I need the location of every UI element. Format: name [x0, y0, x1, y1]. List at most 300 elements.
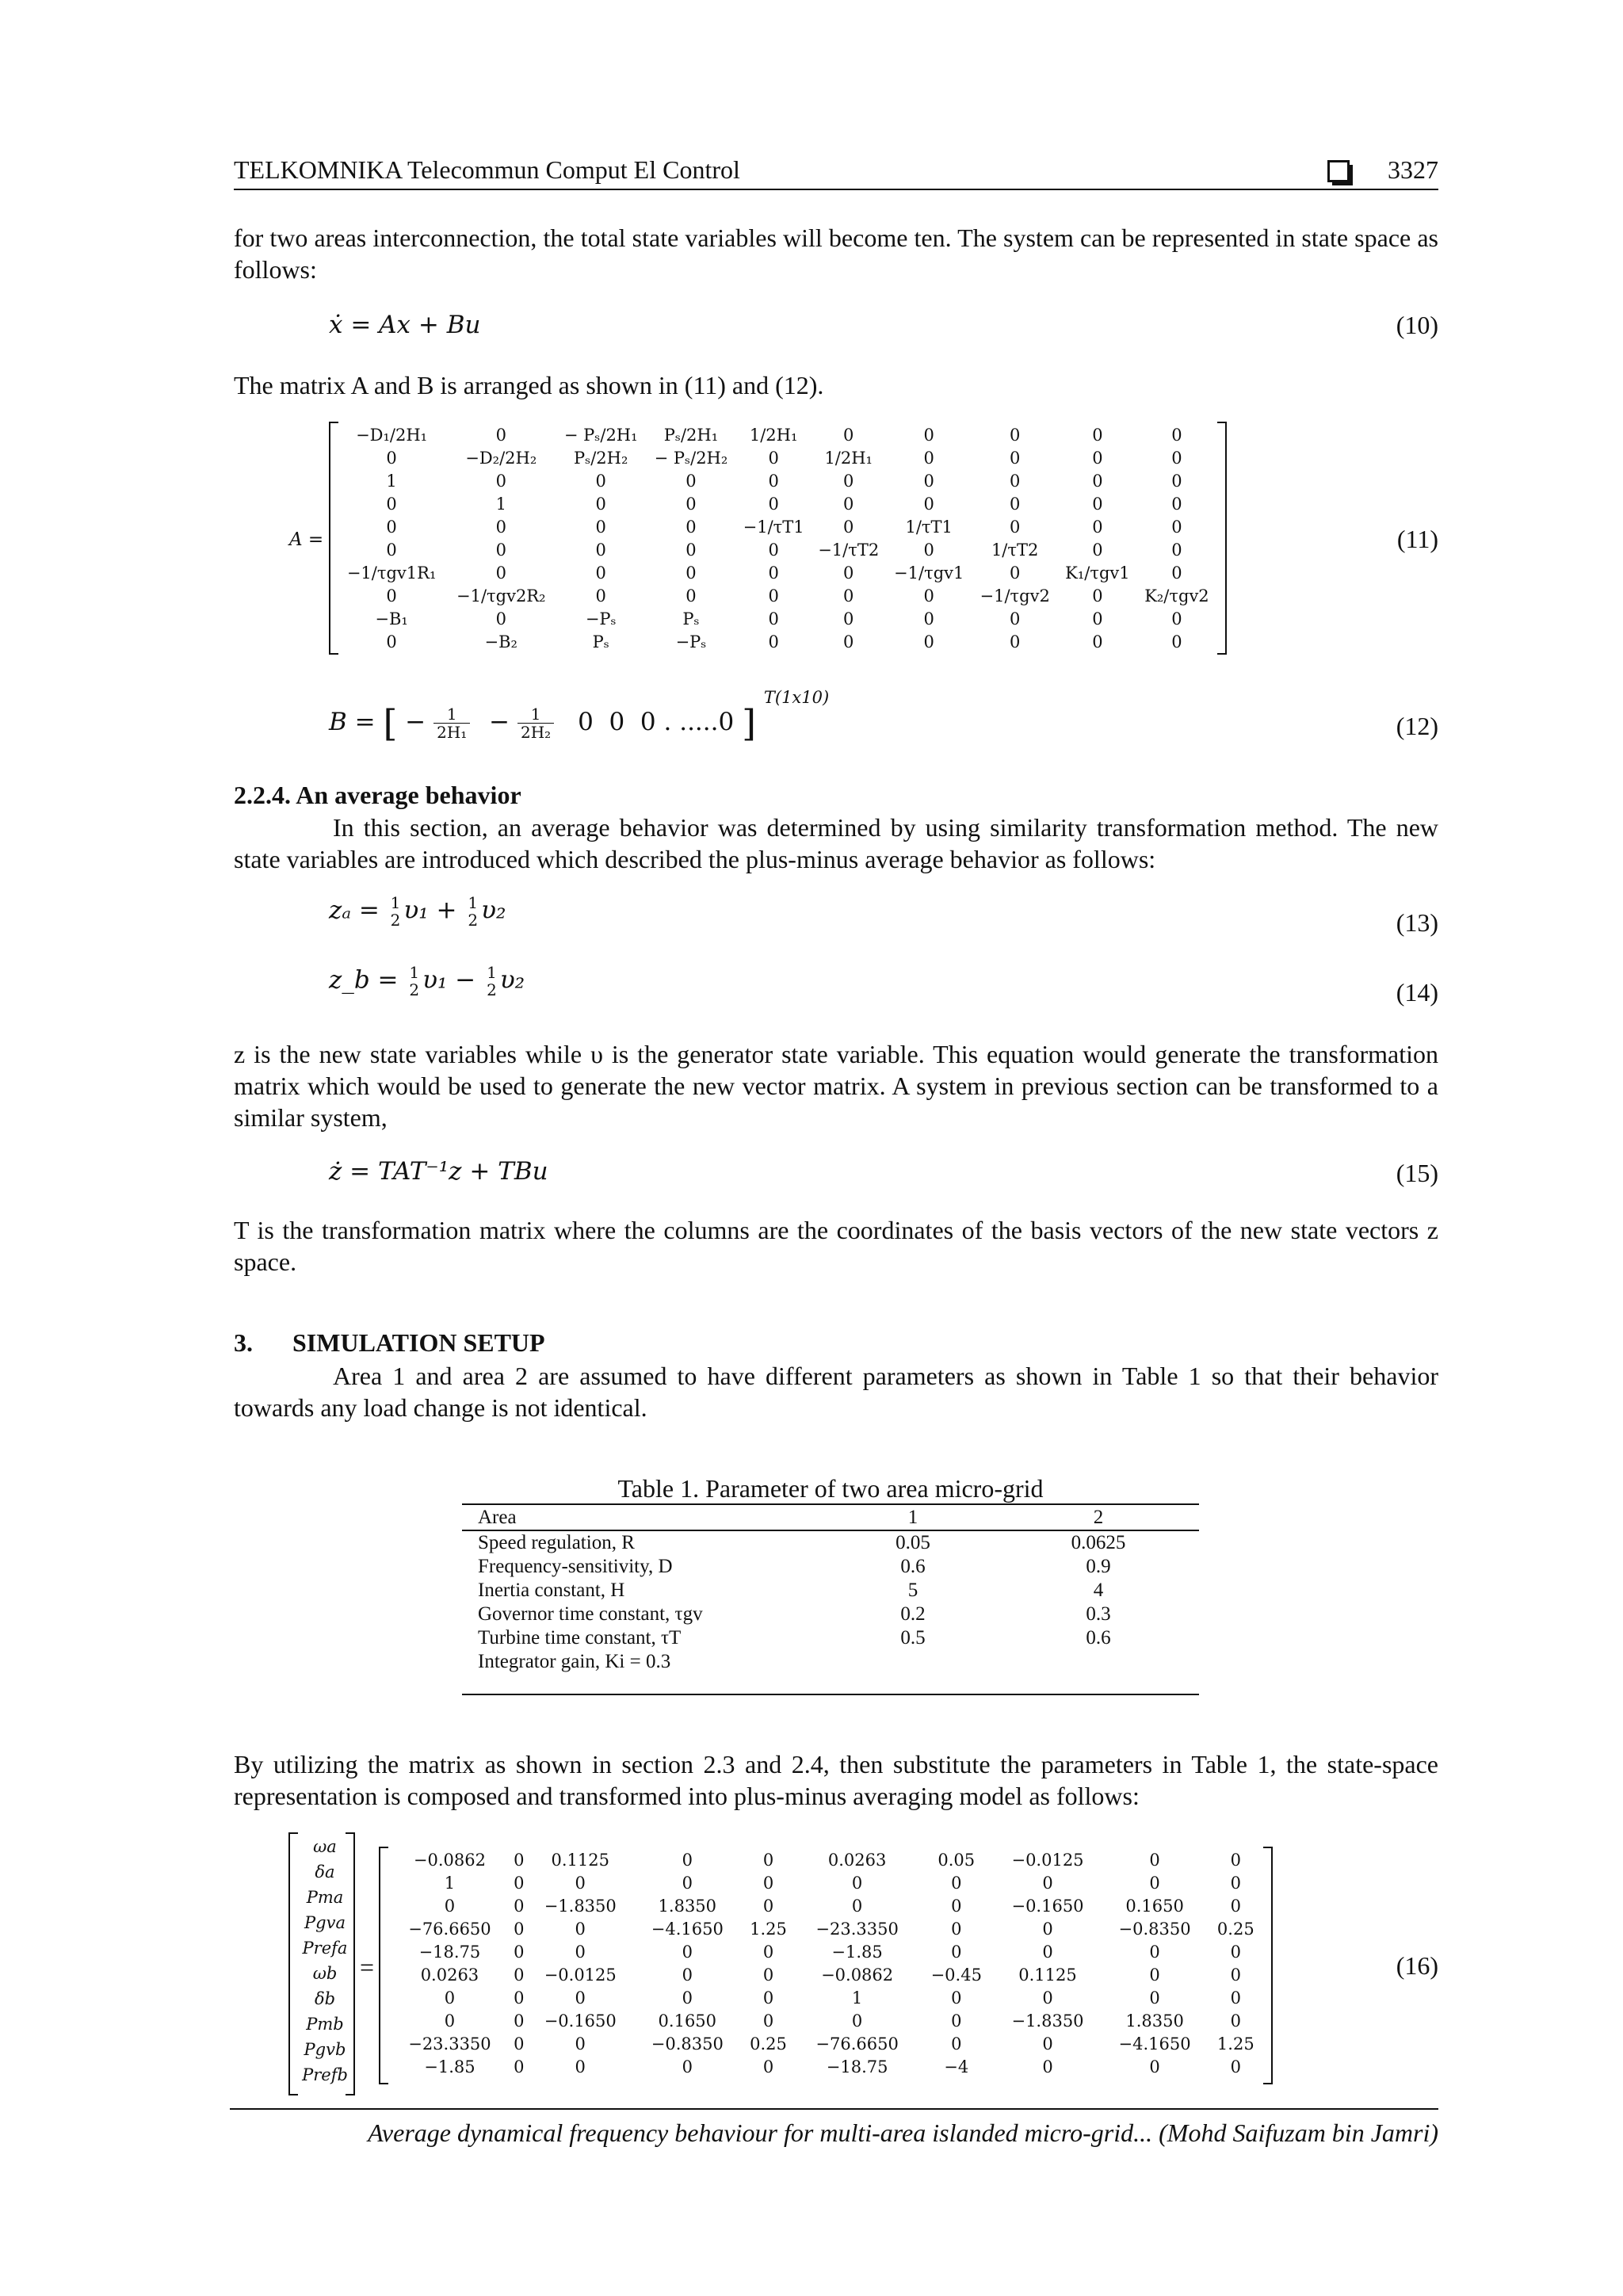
- matrix-a-cell: −1/τT1: [743, 517, 804, 537]
- matrix-16-cell: 0.1125: [1018, 1965, 1077, 1985]
- matrix-16-cell: 0: [682, 1850, 693, 1870]
- matrix-a-cell: K₁/τgv1: [1065, 563, 1130, 583]
- matrix-16-cell: −0.0125: [1011, 1850, 1084, 1870]
- matrix-16-cell: 1: [444, 1873, 456, 1893]
- paragraph-4: z is the new state variables while υ is the generator state variable. This equation would generate the transformation matrix which would be used to generate the new vector matrix. A system in previous section can be transformed to a similar system,: [234, 1040, 1438, 1132]
- matrix-a-cell: 0: [923, 471, 934, 491]
- matrix-a-cell: −1/τgv2R₂: [456, 586, 546, 606]
- matrix-a-cell: 0: [1009, 425, 1021, 445]
- matrix-16-cell: 0: [575, 1873, 586, 1893]
- matrix-a-cell: 0: [685, 540, 697, 560]
- matrix-16-cell: −1.8350: [544, 1896, 617, 1916]
- matrix-a-row: [337, 469, 1216, 492]
- paragraph-2: The matrix A and B is arranged as shown in (11) and (12).: [234, 371, 824, 399]
- eq13-end: υ₂: [481, 896, 506, 925]
- matrix-16-cell: 0: [762, 2057, 774, 2076]
- matrix-16-cell: 0: [1042, 1988, 1053, 2008]
- eq12-close-bracket: ]: [742, 701, 757, 745]
- matrix-a-cell: 0: [923, 448, 934, 468]
- matrix-16-cell: 0: [1042, 1919, 1053, 1939]
- matrix-16-cell: 0: [762, 1988, 774, 2008]
- matrix-a-cell: 0: [1171, 471, 1182, 491]
- eq14-end: υ₂: [499, 965, 525, 995]
- matrix-16-cell: 0: [575, 2034, 586, 2053]
- matrix-16-cell: 0: [762, 1850, 774, 1870]
- matrix-a-cell: 0: [1171, 517, 1182, 537]
- table-1: [478, 1506, 1191, 1674]
- matrix-16-cell: −0.8350: [1118, 1919, 1191, 1939]
- matrix-a-cell: 1/2H₁: [824, 448, 873, 468]
- matrix-16-cell: 0: [575, 2057, 586, 2076]
- matrix-16-row: [388, 1871, 1263, 1894]
- matrix-a-cell: −1/τgv1: [894, 563, 964, 583]
- table-cell: 0.2: [900, 1603, 926, 1625]
- matrix-a-cell: 0: [768, 586, 779, 606]
- footer-rule: [230, 2108, 1438, 2110]
- matrix-16-cell: 1: [851, 1988, 863, 2008]
- table-cell: 5: [907, 1580, 918, 1601]
- matrix-a-cell: 0: [1171, 632, 1182, 651]
- equation-15: ż = TAT⁻¹z + TBu: [329, 1157, 548, 1186]
- matrix-16-cell: 0: [575, 1988, 586, 2008]
- equation-13: [329, 894, 506, 929]
- table-cell: 2: [1093, 1507, 1104, 1528]
- matrix-a-row: [337, 630, 1216, 653]
- table-header-row: [478, 1506, 1191, 1530]
- matrix-a-cell: 0: [495, 517, 506, 537]
- matrix-a-cell: 0: [386, 517, 397, 537]
- eq13-frac-1: 1 2: [390, 893, 401, 930]
- table-bottom-rule: [462, 1694, 1199, 1695]
- eq14-frac-1: 1 2: [409, 963, 420, 999]
- matrix-16-cell: 0.1650: [1125, 1896, 1184, 1916]
- matrix-16-cell: −4.1650: [1118, 2034, 1191, 2053]
- matrix-a-cell: 0: [495, 609, 506, 628]
- matrix-16-cell: 0: [1149, 1850, 1160, 1870]
- matrix-a-row: [337, 423, 1216, 446]
- table-cell: 0.9: [1086, 1556, 1111, 1577]
- running-footer: Average dynamical frequency behaviour for multi-area islanded micro-grid... (Mohd Saifuzam bin Jamri): [368, 2118, 1438, 2147]
- matrix-a-cell: Pₛ: [592, 632, 609, 651]
- matrix-16-cell: 1.8350: [658, 1896, 717, 1916]
- matrix-16-cell: −76.6650: [408, 1919, 491, 1939]
- table-cell: 0.6: [1086, 1627, 1111, 1648]
- section-2-2-4-heading: 2.2.4. An average behavior: [234, 781, 521, 809]
- matrix-a-cell: 0: [768, 563, 779, 583]
- eq12-frac-2: $\frac{1}{\text{2H₂}}$: [517, 705, 554, 741]
- equation-10: ẋ = Ax + Bu: [329, 311, 481, 339]
- state-variable: δb: [314, 1989, 336, 2008]
- matrix-16-cell: 0: [514, 1965, 525, 1985]
- state-vector: [296, 1834, 353, 2088]
- square-icon: [1327, 160, 1350, 182]
- matrix-a-cell: 1/τT2: [991, 540, 1039, 560]
- matrix-16-cell: 0: [575, 1919, 586, 1939]
- table-cell: 0.0625: [1071, 1532, 1126, 1553]
- matrix-a-cell: 0: [1009, 494, 1021, 514]
- matrix-16-cell: 0.1125: [551, 1850, 609, 1870]
- matrix-a-cell: 0: [923, 609, 934, 628]
- matrix-16-cell: 1.25: [750, 1919, 787, 1939]
- matrix-a-cell: 0: [685, 563, 697, 583]
- equation-13-number: (13): [1396, 908, 1438, 937]
- matrix-16-row: [388, 1917, 1263, 1940]
- matrix-a-cell: 0: [843, 494, 854, 514]
- state-variable: δa: [315, 1862, 335, 1881]
- matrix-a-cell: 0: [595, 517, 606, 537]
- table-row: [478, 1603, 1191, 1626]
- matrix-a-cell: 0: [495, 563, 506, 583]
- matrix-16-cell: 0: [1230, 1873, 1241, 1893]
- matrix-a-cell: 0: [685, 517, 697, 537]
- matrix-a-cell: 0: [1092, 448, 1103, 468]
- matrix-16-cell: 0: [1230, 1896, 1241, 1916]
- matrix-a-cell: 0: [923, 425, 934, 445]
- matrix-16-cell: −1.8350: [1011, 2011, 1084, 2030]
- matrix-a-cell: 0: [1092, 540, 1103, 560]
- matrix-16-cell: 0: [514, 1988, 525, 2008]
- table-cell: 0.6: [900, 1556, 926, 1577]
- state-variable: Prefa: [302, 1939, 348, 1958]
- section-3-heading: [234, 1328, 545, 1358]
- matrix-16-cell: −1.85: [424, 2057, 475, 2076]
- matrix-a-row: [337, 515, 1216, 538]
- matrix-16-cell: 0: [1230, 1850, 1241, 1870]
- matrix-a-cell: K₂/τgv2: [1144, 586, 1209, 606]
- eq12-rest: 0 0 0 . .....0: [578, 708, 735, 736]
- matrix-a-cell: 0: [495, 425, 506, 445]
- matrix-16-right-bracket: [1263, 1847, 1273, 2084]
- matrix-a-row: [337, 561, 1216, 584]
- matrix-16-cell: 0: [762, 1942, 774, 1962]
- matrix-16-cell: 0: [851, 2011, 863, 2030]
- matrix-a-cell: −1/τgv1R₁: [346, 563, 437, 583]
- equation-12: [329, 688, 829, 743]
- matrix-a-cell: 1/τT1: [905, 517, 953, 537]
- matrix-16-cell: −0.0862: [413, 1850, 486, 1870]
- table-1-caption: Table 1. Parameter of two area micro-grid: [617, 1474, 1044, 1503]
- matrix-16-cell: 0: [951, 2011, 962, 2030]
- matrix-a-cell: 0: [595, 471, 606, 491]
- matrix-16-cell: 0: [682, 1988, 693, 2008]
- matrix-16-cell: 0.0263: [420, 1965, 479, 1985]
- table-cell: Area: [478, 1507, 517, 1528]
- matrix-a-cell: 0: [1092, 471, 1103, 491]
- equation-10-number: (10): [1396, 311, 1438, 339]
- matrix-a-cell: 0: [768, 494, 779, 514]
- table-row: [478, 1531, 1191, 1555]
- matrix-a-cell: 0: [843, 586, 854, 606]
- matrix-16-row: [388, 1963, 1263, 1986]
- matrix-16-cell: 0: [514, 2034, 525, 2053]
- matrix-a-cell: 0: [595, 494, 606, 514]
- matrix-a-cell: 0: [1009, 517, 1021, 537]
- table-row: [478, 1579, 1191, 1603]
- table-cell: [1006, 1650, 1191, 1674]
- matrix-16-cell: 0.1650: [658, 2011, 717, 2030]
- table-cell: Integrator gain, Ki = 0.3: [478, 1651, 671, 1672]
- matrix-16-cell: 0: [1149, 1942, 1160, 1962]
- matrix-a-cell: − Pₛ/2H₁: [563, 425, 638, 445]
- matrix-a-cell: Pₛ: [682, 609, 700, 628]
- table-cell: Inertia constant, H: [478, 1580, 625, 1601]
- matrix-16-cell: 0: [1230, 2011, 1241, 2030]
- matrix-16-row: [388, 2009, 1263, 2032]
- table-cell: Frequency-sensitivity, D: [478, 1556, 673, 1577]
- equation-16-number: (16): [1396, 1951, 1438, 1980]
- matrix-a-cell: −B₂: [484, 632, 517, 651]
- matrix-a-cell: 0: [595, 586, 606, 606]
- journal-title: TELKOMNIKA Telecommun Comput El Control: [234, 155, 740, 184]
- eq13-lhs: zₐ =: [329, 896, 380, 925]
- matrix-a-cell: −Pₛ: [585, 609, 617, 628]
- matrix-16-row: [388, 1940, 1263, 1963]
- matrix-16-cell: 0: [514, 1896, 525, 1916]
- matrix-16-cell: 0: [514, 2011, 525, 2030]
- matrix-16-cell: 0.25: [1216, 1919, 1254, 1939]
- matrix-16-cell: −0.8350: [651, 2034, 724, 2053]
- matrix-16-cell: −0.1650: [544, 2011, 617, 2030]
- matrix-a-cell: 0: [1009, 448, 1021, 468]
- matrix-a-cell: 0: [595, 563, 606, 583]
- state-variable: ωb: [312, 1964, 338, 1983]
- matrix-a-cell: 0: [843, 471, 854, 491]
- matrix-a-cell: 0: [923, 586, 934, 606]
- matrix-a-cell: 0: [843, 563, 854, 583]
- matrix-16-cell: 0: [444, 2011, 456, 2030]
- matrix-a: [337, 423, 1216, 653]
- eq12-open-bracket: [: [383, 701, 398, 745]
- paragraph-3: In this section, an average behavior was determined by using similarity transformation method. The new state variables are introduced which described the plus-minus average behavior as follows:: [234, 813, 1438, 873]
- matrix-16-cell: 0.25: [750, 2034, 787, 2053]
- matrix-16-cell: 0: [682, 2057, 693, 2076]
- state-variable: Pmb: [306, 2015, 344, 2034]
- equation-12-number: (12): [1396, 712, 1438, 740]
- eq12-frac-1: $\frac{1}{\text{2H₁}}$: [433, 705, 470, 741]
- matrix-16-cell: −0.45: [930, 1965, 982, 1985]
- matrix-16-cell: 0: [951, 1873, 962, 1893]
- matrix-16-cell: −76.6650: [815, 2034, 899, 2053]
- matrix-16-row: [388, 2032, 1263, 2055]
- matrix-a-cell: 0: [1009, 563, 1021, 583]
- matrix-a-cell: 0: [1171, 540, 1182, 560]
- matrix-16-row: [388, 2055, 1263, 2078]
- matrix-a-cell: 0: [768, 540, 779, 560]
- matrix-16-cell: 0: [851, 1896, 863, 1916]
- matrix-16-cell: 0: [1042, 1873, 1053, 1893]
- table-cell: Turbine time constant, τT: [478, 1627, 682, 1648]
- eq12-minus-2: −: [489, 708, 510, 736]
- matrix-16-cell: 0: [1230, 1942, 1241, 1962]
- matrix-a-cell: 0: [923, 540, 934, 560]
- matrix-a-cell: Pₛ/2H₁: [663, 425, 719, 445]
- matrix-16-cell: 0: [1149, 2057, 1160, 2076]
- matrix-a-cell: 0: [1171, 494, 1182, 514]
- matrix-16-cell: 0: [762, 2011, 774, 2030]
- matrix-16-cell: 0: [1149, 1873, 1160, 1893]
- matrix-16-cell: −0.1650: [1011, 1896, 1084, 1916]
- matrix-a-cell: 0: [1092, 517, 1103, 537]
- matrix-16-cell: −23.3350: [408, 2034, 491, 2053]
- matrix-16-cell: 0: [762, 1965, 774, 1985]
- state-variable: Pma: [306, 1888, 344, 1907]
- matrix-16-cell: 0: [514, 1919, 525, 1939]
- matrix-a-cell: −B₁: [375, 609, 408, 628]
- table-cell: Governor time constant, τgv: [478, 1603, 703, 1625]
- matrix-a-cell: 0: [768, 448, 779, 468]
- matrix-16-cell: 0: [682, 1873, 693, 1893]
- state-variable: Pgva: [304, 1913, 346, 1932]
- matrix-16-cell: 0: [1230, 1965, 1241, 1985]
- matrix-16: [388, 1848, 1263, 2078]
- matrix-16-cell: 0: [1230, 1988, 1241, 2008]
- equation-15-number: (15): [1396, 1159, 1438, 1187]
- matrix-a-cell: 0: [1171, 425, 1182, 445]
- matrix-a-row: [337, 584, 1216, 607]
- matrix-a-row: [337, 607, 1216, 630]
- header-rule: [234, 189, 1438, 190]
- matrix-a-cell: 0: [685, 494, 697, 514]
- matrix-a-cell: 0: [1092, 494, 1103, 514]
- matrix-16-cell: 0: [514, 1942, 525, 1962]
- matrix-16-cell: 0: [951, 1988, 962, 2008]
- paragraph-6: Area 1 and area 2 are assumed to have different parameters as shown in Table 1 so that their behavior towards any load change is not identical.: [234, 1362, 1438, 1422]
- matrix-16-cell: 0: [444, 1896, 456, 1916]
- matrix-a-cell: 0: [768, 471, 779, 491]
- matrix-a-cell: −1/τT2: [818, 540, 880, 560]
- matrix-a-row: [337, 492, 1216, 515]
- matrix-16-cell: 0: [1230, 2057, 1241, 2076]
- matrix-a-cell: 0: [1092, 609, 1103, 628]
- matrix-16-cell: 0: [851, 1873, 863, 1893]
- matrix-a-cell: 1: [495, 494, 506, 514]
- matrix-a-cell: 1: [386, 471, 397, 491]
- matrix-a-cell: −1/τgv2: [980, 586, 1050, 606]
- matrix-a-cell: 1/2H₁: [749, 425, 798, 445]
- matrix-16-cell: −23.3350: [815, 1919, 899, 1939]
- eq12-minus-1: −: [405, 708, 426, 736]
- matrix-16-cell: 1.25: [1216, 2034, 1254, 2053]
- eq16-equals: =: [360, 1953, 375, 1981]
- matrix-a-cell: Pₛ/2H₂: [574, 448, 628, 468]
- matrix-16-cell: −0.0862: [821, 1965, 894, 1985]
- matrix-a-right-bracket: [1217, 422, 1227, 655]
- paragraph-7: By utilizing the matrix as shown in section 2.3 and 2.4, then substitute the parameters in Table 1, the state-space representation is composed and transformed into plus-minus averaging model as follows:: [234, 1750, 1438, 1810]
- matrix-a-cell: 0: [1009, 632, 1021, 651]
- matrix-a-cell: 0: [843, 609, 854, 628]
- matrix-a-cell: 0: [386, 586, 397, 606]
- matrix-a-cell: 0: [1171, 563, 1182, 583]
- matrix-16-cell: 0: [1042, 1942, 1053, 1962]
- table-row: [478, 1555, 1191, 1579]
- matrix-16-cell: 0: [951, 1942, 962, 1962]
- state-variable: Pgvb: [304, 2040, 346, 2059]
- matrix-a-cell: −D₁/2H₁: [356, 425, 428, 445]
- page-number: 3327: [1388, 155, 1438, 184]
- matrix-a-cell: 0: [843, 517, 854, 537]
- matrix-16-cell: 0: [514, 2057, 525, 2076]
- matrix-a-cell: 0: [1092, 586, 1103, 606]
- equation-14-number: (14): [1396, 978, 1438, 1007]
- matrix-a-cell: 0: [1092, 425, 1103, 445]
- state-variable: Prefb: [302, 2065, 348, 2084]
- matrix-16-cell: 0: [1149, 1988, 1160, 2008]
- eq13-mid: υ₁ +: [403, 896, 457, 925]
- running-header: [234, 155, 1438, 192]
- eq12-lhs: B =: [329, 708, 376, 736]
- eq13-frac-2: 1 2: [468, 893, 479, 930]
- table-cell: 1: [907, 1507, 918, 1528]
- eq14-mid: υ₁ −: [422, 965, 476, 995]
- table-cell: Speed regulation, R: [478, 1532, 635, 1553]
- matrix-a-cell: 0: [595, 540, 606, 560]
- matrix-a-cell: 0: [1009, 471, 1021, 491]
- section-3-title: SIMULATION SETUP: [292, 1328, 545, 1357]
- matrix-a-cell: 0: [1171, 609, 1182, 628]
- matrix-a-label: A =: [289, 529, 324, 550]
- matrix-a-cell: 0: [768, 609, 779, 628]
- matrix-a-row: [337, 446, 1216, 469]
- table-row: [478, 1626, 1191, 1650]
- equation-14: [329, 964, 525, 999]
- matrix-a-cell: 0: [386, 494, 397, 514]
- paragraph-5: T is the transformation matrix where the columns are the coordinates of the basis vectors of the new state vectors z space.: [234, 1216, 1438, 1276]
- table-row: [478, 1650, 1191, 1674]
- section-3-number: 3.: [234, 1328, 253, 1357]
- matrix-16-row: [388, 1986, 1263, 2009]
- matrix-16-row: [388, 1894, 1263, 1917]
- matrix-16-cell: 0: [1149, 1965, 1160, 1985]
- table-top-rule: [462, 1503, 1199, 1505]
- matrix-16-cell: 0: [1042, 2057, 1053, 2076]
- matrix-a-cell: 0: [685, 471, 697, 491]
- matrix-16-cell: 0: [682, 1965, 693, 1985]
- matrix-a-cell: 0: [685, 586, 697, 606]
- matrix-a-cell: −D₂/2H₂: [465, 448, 537, 468]
- eq12-superscript: T(1x10): [763, 688, 830, 707]
- matrix-16-cell: 0: [762, 1873, 774, 1893]
- table-cell: 0.5: [900, 1627, 926, 1648]
- matrix-16-cell: −0.0125: [544, 1965, 617, 1985]
- matrix-16-cell: 0.05: [938, 1850, 976, 1870]
- matrix-16-cell: 0: [682, 1942, 693, 1962]
- matrix-16-cell: −4.1650: [651, 1919, 724, 1939]
- matrix-a-cell: 0: [1092, 632, 1103, 651]
- matrix-a-cell: 0: [386, 632, 397, 651]
- matrix-16-cell: −18.75: [418, 1942, 481, 1962]
- matrix-a-cell: 0: [843, 632, 854, 651]
- matrix-a-cell: 0: [768, 632, 779, 651]
- matrix-16-cell: −1.85: [831, 1942, 883, 1962]
- matrix-a-cell: 0: [495, 540, 506, 560]
- matrix-16-cell: 1.8350: [1125, 2011, 1184, 2030]
- matrix-16-row: [388, 1848, 1263, 1871]
- matrix-16-cell: 0: [951, 2034, 962, 2053]
- eq14-frac-2: 1 2: [487, 963, 497, 999]
- matrix-a-cell: 0: [495, 471, 506, 491]
- matrix-16-cell: −4: [944, 2057, 969, 2076]
- table-cell: [820, 1650, 1006, 1674]
- matrix-a-cell: −Pₛ: [675, 632, 707, 651]
- matrix-16-cell: 0: [762, 1896, 774, 1916]
- table-cell: 0.3: [1086, 1603, 1111, 1625]
- matrix-16-cell: 0: [514, 1850, 525, 1870]
- matrix-16-cell: 0: [951, 1919, 962, 1939]
- matrix-16-cell: 0: [575, 1942, 586, 1962]
- matrix-16-cell: 0.0263: [827, 1850, 887, 1870]
- matrix-a-cell: − Pₛ/2H₂: [654, 448, 728, 468]
- matrix-a-cell: 0: [1009, 609, 1021, 628]
